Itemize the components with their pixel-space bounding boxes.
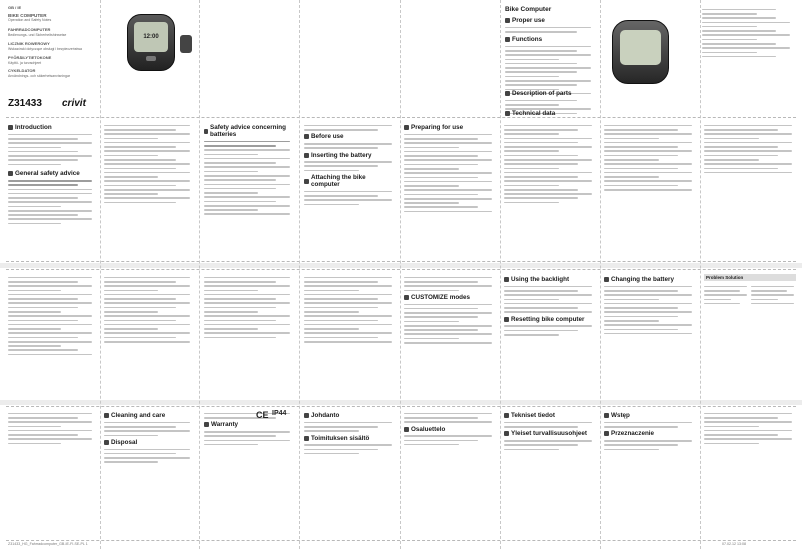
- bike-computer-section: [505, 4, 551, 15]
- subtitle-fi: Käyttö- ja turvaohjeet: [8, 61, 42, 65]
- fold-line: [6, 540, 796, 541]
- display-figure: [612, 20, 669, 84]
- page-divider: [500, 0, 501, 549]
- footer-left: Z31433_HG_Fahrradcomputer_GB-IE-FI-SE-PL 1: [8, 542, 88, 546]
- battery-safety-col: [204, 122, 294, 218]
- brand-logo: crivit: [62, 98, 86, 109]
- bike-computer-title: Bike Computer: [505, 6, 552, 13]
- row2-col4: [304, 274, 396, 345]
- bullet-icon: [505, 18, 510, 23]
- bullet-icon: [504, 277, 509, 282]
- bullet-icon: [505, 111, 510, 116]
- customize-heading: CUSTOMIZE modes: [404, 294, 496, 301]
- fold-line: [6, 269, 796, 270]
- device-illustration: [127, 14, 175, 71]
- bullet-icon: [404, 125, 409, 130]
- bullet-icon: [404, 427, 409, 432]
- title-fi: PYÖRÄILYTIETOKONE: [8, 55, 52, 60]
- pl-col-b: [704, 410, 796, 447]
- footer-right: 07.02.12 13:08: [722, 542, 746, 546]
- fi-parts-col: [404, 410, 496, 448]
- row3-col1: [8, 410, 96, 447]
- attaching-heading: Attaching the bike computer: [304, 174, 396, 188]
- sensor-illustration: [180, 35, 192, 53]
- subtitle-en: Operation and Safety Notes: [8, 18, 52, 22]
- row2-col1: [8, 274, 96, 358]
- problem-solution-col: [704, 274, 796, 307]
- bullet-icon: [604, 431, 609, 436]
- bullet-icon: [304, 179, 309, 184]
- before-use-heading: Before use: [304, 133, 396, 140]
- problem-table: [704, 283, 796, 307]
- bullet-icon: [604, 413, 609, 418]
- bullet-icon: [604, 277, 609, 282]
- row2-col6: [504, 274, 596, 338]
- gray-band: [0, 400, 802, 405]
- subtitle-sv: Användnings- och säkerhetsanvisningar: [8, 74, 71, 78]
- preparing-col: [404, 122, 496, 215]
- fold-line: [6, 117, 796, 118]
- bullet-icon: [304, 153, 309, 158]
- pl-col: [604, 410, 696, 453]
- row2-col7: [604, 274, 696, 337]
- language-codes: GB / IE: [8, 5, 22, 10]
- intro-heading: Introduction: [8, 124, 96, 131]
- warning-icon: [8, 171, 13, 176]
- warning-icon: [504, 431, 509, 436]
- device-display: 12:00: [134, 22, 168, 52]
- bullet-icon: [304, 436, 309, 441]
- safety-col: [104, 122, 194, 206]
- title-de: FAHRRADCOMPUTER: [8, 27, 51, 32]
- page-divider: [700, 0, 701, 549]
- ce-mark: CE: [256, 410, 269, 420]
- page-divider: [199, 0, 200, 549]
- right-item-list: [702, 6, 794, 60]
- title-sv: CYKELDATOR: [8, 68, 36, 73]
- fi-intro-col: [304, 410, 396, 457]
- settings-col-b: [604, 122, 696, 193]
- row2-col3: [204, 274, 294, 341]
- bullet-icon: [504, 413, 509, 418]
- backlight-heading: Using the backlight: [504, 276, 596, 283]
- settings-col-c: [704, 122, 796, 176]
- safety-batteries-heading: Safety advice concerning batteries: [204, 124, 294, 138]
- row2-col5: [404, 274, 496, 346]
- subtitle-de: Bedienungs- und Sicherheitshinweise: [8, 33, 67, 37]
- warning-icon: [204, 129, 208, 134]
- technical-data-heading: Technical data: [505, 110, 595, 117]
- title-pl: LICZNIK ROWEROWY: [8, 41, 50, 46]
- bullet-icon: [8, 125, 13, 130]
- description-heading: Description of parts: [505, 90, 595, 97]
- title-en: BIKE COMPUTER: [8, 13, 47, 18]
- display-screen: [620, 30, 661, 65]
- page-divider: [600, 0, 601, 549]
- item-code: Z31433: [8, 98, 42, 109]
- fi-safety-heading: Yleiset turvallisuusohjeet: [504, 430, 596, 437]
- bullet-icon: [304, 413, 309, 418]
- page-divider: [299, 0, 300, 549]
- general-safety-heading: General safety advice: [8, 170, 96, 177]
- pl-intro-heading: Wstęp: [604, 412, 696, 419]
- resetting-heading: Resetting bike computer: [504, 316, 596, 323]
- bullet-icon: [304, 134, 309, 139]
- row2-col2: [104, 274, 194, 345]
- bullet-icon: [504, 317, 509, 322]
- problem-solution-heading: Problem Solution: [704, 274, 796, 281]
- pl-intended-heading: Przeznaczenie: [604, 430, 696, 437]
- gray-band: [0, 263, 802, 268]
- bullet-icon: [204, 422, 209, 427]
- before-use-col: [304, 122, 396, 208]
- fi-tech-col: [504, 410, 596, 453]
- mode-button: [146, 56, 156, 61]
- fi-delivery-heading: Toimituksen sisältö: [304, 435, 396, 442]
- preparing-heading: Preparing for use: [404, 124, 496, 131]
- cleaning-heading: Cleaning and care: [104, 412, 194, 419]
- fi-intro-heading: Johdanto: [304, 412, 396, 419]
- technical-data-section: [505, 108, 595, 119]
- fi-parts-heading: Osaluettelo: [404, 426, 496, 433]
- inserting-battery-heading: Inserting the battery: [304, 152, 396, 159]
- proper-use-heading: Proper use: [505, 17, 595, 24]
- bullet-icon: [505, 91, 510, 96]
- functions-heading: Functions: [505, 36, 595, 43]
- fi-tech-heading: Tekniset tiedot: [504, 412, 596, 419]
- proper-use-section: [505, 15, 595, 35]
- page-divider: [100, 0, 101, 549]
- ip-rating: IP44: [272, 410, 287, 417]
- cleaning-col: [104, 410, 194, 466]
- page-divider: [400, 0, 401, 549]
- settings-col-a: [504, 122, 596, 206]
- subtitle-pl: Wskazówki dotyczące obsługi i bezpieczeństwa: [8, 47, 82, 51]
- recycle-icon: [104, 440, 109, 445]
- intro-section: [8, 122, 96, 227]
- fold-line: [6, 261, 796, 262]
- disposal-heading: Disposal: [104, 439, 194, 446]
- fold-line: [6, 406, 796, 407]
- bullet-icon: [505, 37, 510, 42]
- warranty-heading: Warranty: [204, 421, 294, 428]
- bullet-icon: [404, 295, 409, 300]
- bullet-icon: [104, 413, 109, 418]
- changing-battery-heading: Changing the battery: [604, 276, 696, 283]
